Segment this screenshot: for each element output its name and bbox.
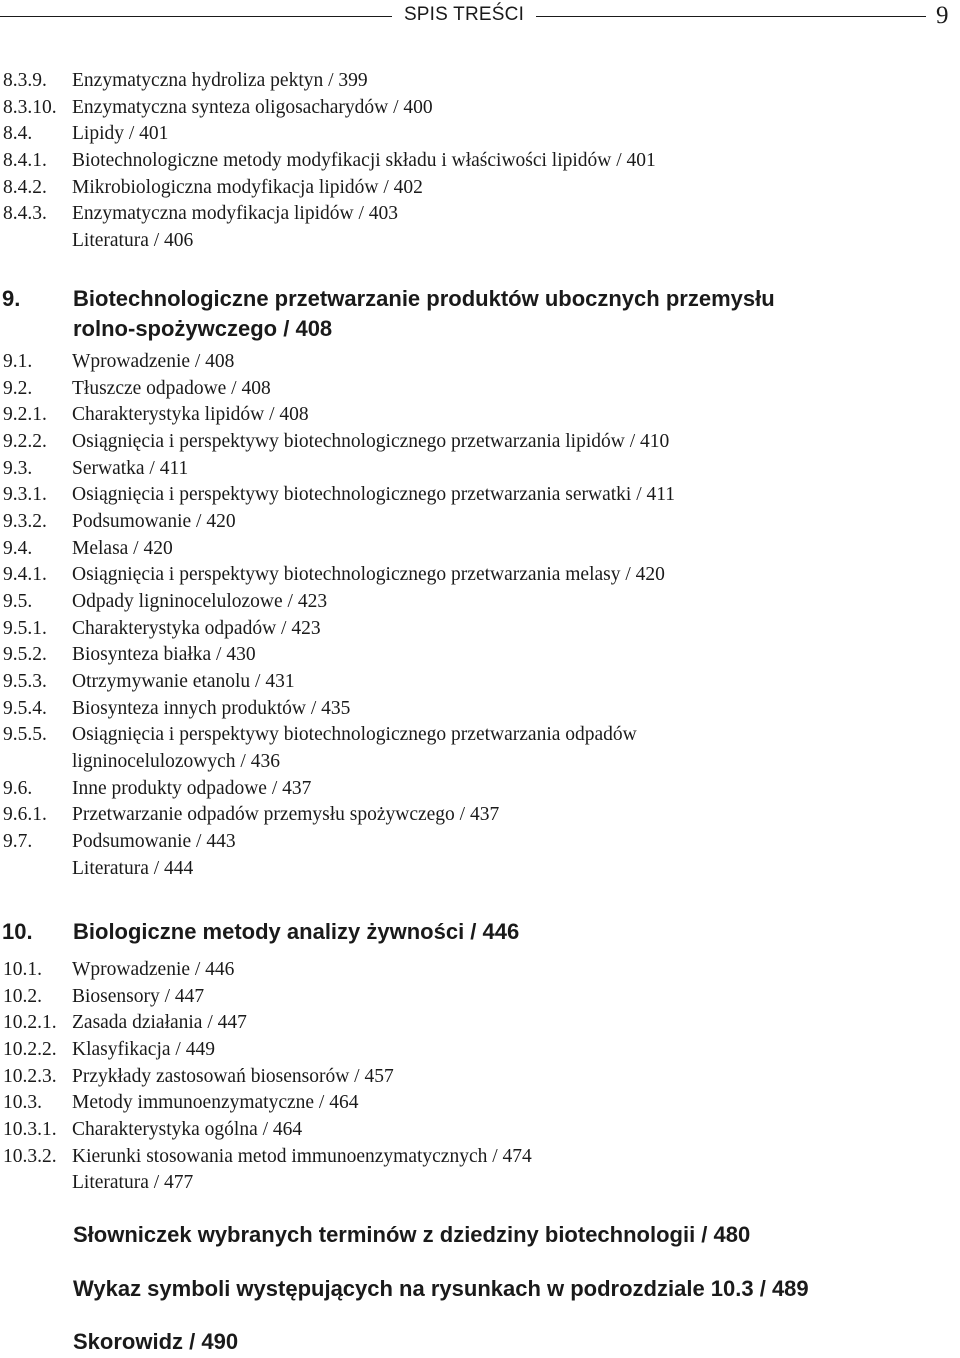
entry-title: Biosynteza białka / 430 bbox=[72, 644, 256, 665]
entry-title: ligninocelulozowych / 436 bbox=[72, 751, 280, 772]
entry-number: 10.2.1. bbox=[3, 1012, 57, 1033]
entry-title: Serwatka / 411 bbox=[72, 458, 189, 479]
entry-title: Odpady ligninocelulozowe / 423 bbox=[72, 591, 328, 612]
entry-title: Literatura / 444 bbox=[72, 858, 194, 879]
entry-number: 10.2. bbox=[3, 986, 42, 1007]
chapter-title-line-2: rolno-spożywczego / 408 bbox=[73, 316, 333, 341]
entry-number: 9.3.2. bbox=[3, 511, 47, 532]
entry-number: 9.7. bbox=[3, 831, 33, 852]
entry-title: Osiągnięcia i perspektywy biotechnologicznego przetwarzania lipidów / 410 bbox=[72, 431, 670, 452]
entry-title: Literatura / 477 bbox=[72, 1172, 194, 1193]
entry-title: Enzymatyczna synteza oligosacharydów / 400 bbox=[72, 97, 433, 118]
entry-title: Wprowadzenie / 446 bbox=[72, 959, 235, 980]
entry-number: 9.5. bbox=[3, 591, 33, 612]
chapter-title: Biologiczne metody analizy żywności / 446 bbox=[73, 919, 520, 944]
entry-number: 9.5.2. bbox=[3, 644, 47, 665]
back-matter-index: Skorowidz / 490 bbox=[73, 1329, 239, 1354]
entry-title: Lipidy / 401 bbox=[72, 123, 169, 144]
entry-title: Literatura / 406 bbox=[72, 230, 194, 251]
entry-number: 8.4.2. bbox=[3, 177, 47, 198]
entry-number: 8.3.10. bbox=[3, 97, 57, 118]
chapter-number: 10. bbox=[2, 919, 33, 944]
entry-number: 9.5.1. bbox=[3, 618, 47, 639]
entry-title: Osiągnięcia i perspektywy biotechnologicznego przetwarzania odpadów bbox=[72, 724, 637, 745]
entry-title: Charakterystyka ogólna / 464 bbox=[72, 1119, 303, 1140]
entry-number: 10.2.2. bbox=[3, 1039, 57, 1060]
chapter-number: 9. bbox=[2, 286, 21, 311]
entry-number: 8.4.1. bbox=[3, 150, 47, 171]
entry-number: 10.3. bbox=[3, 1092, 42, 1113]
entry-number: 9.5.5. bbox=[3, 724, 47, 745]
entry-number: 9.4.1. bbox=[3, 564, 47, 585]
entry-title: Biosynteza innych produktów / 435 bbox=[72, 698, 351, 719]
entry-title: Enzymatyczna hydroliza pektyn / 399 bbox=[72, 70, 368, 91]
page-number: 9 bbox=[936, 2, 949, 29]
entry-title: Osiągnięcia i perspektywy biotechnologicznego przetwarzania melasy / 420 bbox=[72, 564, 665, 585]
header-title: SPIS TREŚCI bbox=[403, 4, 525, 25]
entry-title: Biotechnologiczne metody modyfikacji składu i właściwości lipidów / 401 bbox=[72, 150, 656, 171]
entry-number: 10.3.2. bbox=[3, 1146, 57, 1167]
entry-title: Podsumowanie / 420 bbox=[72, 511, 236, 532]
entry-title: Inne produkty odpadowe / 437 bbox=[72, 778, 312, 799]
entry-number: 9.4. bbox=[3, 538, 33, 559]
entry-title: Biosensory / 447 bbox=[72, 986, 205, 1007]
header-rule-right bbox=[536, 16, 926, 17]
entry-number: 10.3.1. bbox=[3, 1119, 57, 1140]
entry-title: Melasa / 420 bbox=[72, 538, 173, 559]
entry-number: 10.1. bbox=[3, 959, 42, 980]
entry-number: 9.2. bbox=[3, 378, 33, 399]
entry-number: 9.6. bbox=[3, 778, 33, 799]
entry-number: 9.3.1. bbox=[3, 484, 47, 505]
entry-title: Przykłady zastosowań biosensorów / 457 bbox=[72, 1066, 394, 1087]
entry-number: 9.5.3. bbox=[3, 671, 47, 692]
entry-number: 8.4.3. bbox=[3, 203, 47, 224]
header-rule-left bbox=[0, 16, 392, 17]
entry-number: 8.3.9. bbox=[3, 70, 47, 91]
entry-title: Otrzymywanie etanolu / 431 bbox=[72, 671, 295, 692]
entry-title: Wprowadzenie / 408 bbox=[72, 351, 235, 372]
back-matter-symbols-list: Wykaz symboli występujących na rysunkach w podrozdziale 10.3 / 489 bbox=[73, 1276, 809, 1301]
chapter-title-line-1: Biotechnologiczne przetwarzanie produktów ubocznych przemysłu bbox=[73, 286, 775, 311]
entry-title: Zasada działania / 447 bbox=[72, 1012, 247, 1033]
entry-number: 9.1. bbox=[3, 351, 33, 372]
entry-title: Metody immunoenzymatyczne / 464 bbox=[72, 1092, 359, 1113]
entry-title: Tłuszcze odpadowe / 408 bbox=[72, 378, 271, 399]
entry-number: 9.6.1. bbox=[3, 804, 47, 825]
entry-title: Klasyfikacja / 449 bbox=[72, 1039, 215, 1060]
entry-title: Enzymatyczna modyfikacja lipidów / 403 bbox=[72, 203, 398, 224]
entry-number: 9.2.1. bbox=[3, 404, 47, 425]
entry-title: Osiągnięcia i perspektywy biotechnologicznego przetwarzania serwatki / 411 bbox=[72, 484, 676, 505]
entry-number: 9.3. bbox=[3, 458, 33, 479]
entry-title: Podsumowanie / 443 bbox=[72, 831, 236, 852]
entry-number: 8.4. bbox=[3, 123, 33, 144]
running-header bbox=[0, 0, 960, 34]
entry-title: Kierunki stosowania metod immunoenzymatycznych / 474 bbox=[72, 1146, 532, 1167]
entry-number: 9.2.2. bbox=[3, 431, 47, 452]
entry-title: Przetwarzanie odpadów przemysłu spożywczego / 437 bbox=[72, 804, 500, 825]
back-matter-glossary: Słowniczek wybranych terminów z dziedziny biotechnologii / 480 bbox=[73, 1222, 751, 1247]
entry-title: Charakterystyka lipidów / 408 bbox=[72, 404, 309, 425]
entry-title: Mikrobiologiczna modyfikacja lipidów / 402 bbox=[72, 177, 423, 198]
entry-number: 10.2.3. bbox=[3, 1066, 57, 1087]
entry-title: Charakterystyka odpadów / 423 bbox=[72, 618, 321, 639]
entry-number: 9.5.4. bbox=[3, 698, 47, 719]
